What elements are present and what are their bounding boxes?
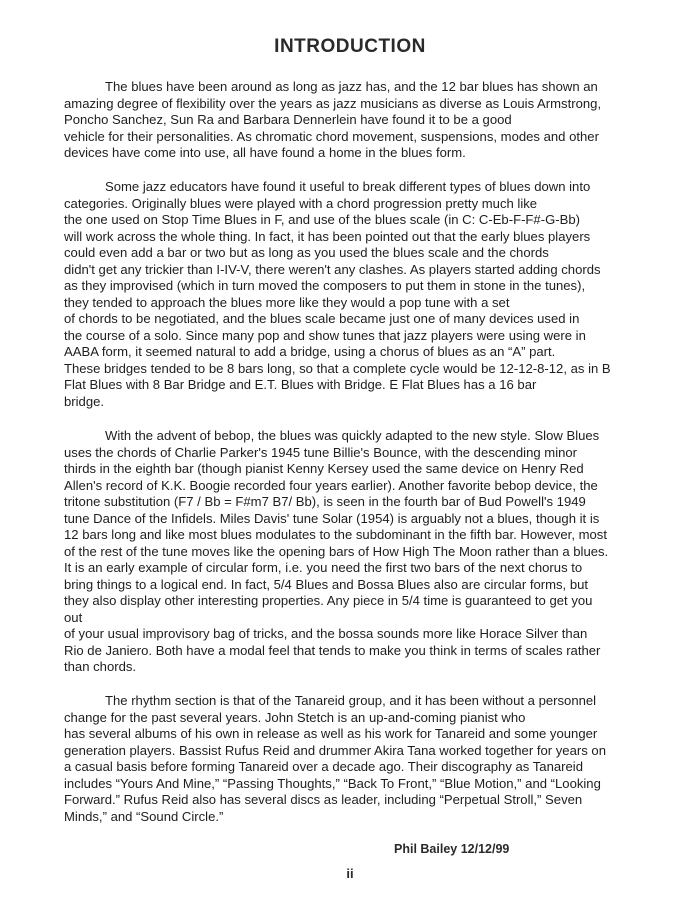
paragraph-line: they tended to approach the blues more like they would a pop tune with a set [64, 294, 510, 310]
paragraph-line: the course of a solo. Since many pop and show tunes that jazz players were using were in [64, 327, 586, 343]
paragraph-line: Some jazz educators have found it useful to break different types of blues down into [105, 179, 591, 194]
paragraph-line: change for the past several years. John Stetch is an up-and-coming pianist who [64, 709, 526, 725]
paragraph-line: 12 bars long and like most blues modulates to the subdominant in the fifth bar. However, most [64, 527, 607, 542]
paragraph-line: a casual basis before forming Tanareid over a decade ago. Their discography as Tanareid [64, 759, 583, 774]
paragraph-line: didn't get any trickier than I-IV-V, there weren't any clashes. As players started adding chords [64, 261, 601, 277]
paragraph-line: could even add a bar or two but as long as you used the blues scale and the chords [64, 245, 549, 260]
paragraph-line: tritone substitution (F7 / Bb = F#m7 B7/ Bb), is seen in the fourth bar of Bud Powell's 1949 [64, 494, 586, 509]
paragraph-line: uses the chords of Charlie Parker's 1945 tune Billie's Bounce, with the descending minor [64, 444, 578, 460]
paragraph-line: The rhythm section is that of the Tanareid group, and it has been without a personnel [105, 693, 597, 708]
paragraph-line: The blues have been around as long as jazz has, and the 12 bar blues has shown an [105, 79, 598, 94]
paragraph-line: amazing degree of flexibility over the years as jazz musicians as diverse as Louis Armstrong, [64, 95, 602, 111]
paragraph-line: devices have come into use, all have found a home in the blues form. [64, 145, 466, 160]
paragraph-line: Minds,” and “Sound Circle.” [64, 808, 224, 824]
page-number: ii [346, 866, 354, 881]
paragraph-line: bring things to a logical end. In fact, 5/4 Blues and Bossa Blues also are circular forms, but [64, 576, 589, 592]
paragraph-blues-history [64, 79, 654, 162]
author-signature: Phil Bailey 12/12/99 [394, 842, 510, 856]
paragraph-line: than chords. [64, 659, 137, 674]
paragraph-blues-categories [64, 179, 654, 410]
paragraph-line: of your usual improvisory bag of tricks, and the bossa sounds more like Horace Silver than [64, 626, 588, 641]
paragraph-rhythm-section [64, 693, 654, 825]
paragraph-line: vehicle for their personalities. As chromatic chord movement, suspensions, modes and other [64, 128, 599, 144]
paragraph-line: Allen's record of K.K. Boogie recorded four years earlier). Another favorite bebop device, the [64, 477, 598, 493]
paragraph-line: generation players. Bassist Rufus Reid and drummer Akira Tana worked together for years on [64, 742, 606, 758]
paragraph-line: as they improvised (which in turn moved the composers to put them in stone in the tunes), [64, 278, 586, 293]
page-title: INTRODUCTION [274, 36, 426, 57]
paragraph-line: bridge. [64, 393, 105, 409]
paragraph-line: the one used on Stop Time Blues in F, and use of the blues scale (in C: C-Eb-F-F#-G-Bb) [64, 212, 580, 227]
paragraph-line: With the advent of bebop, the blues was quickly adapted to the new style. Slow Blues [105, 428, 600, 443]
paragraph-line: Flat Blues with 8 Bar Bridge and E.T. Blues with Bridge. E Flat Blues has a 16 bar [64, 377, 537, 392]
paragraph-line: of the rest of the tune moves like the opening bars of How High The Moon rather than a blues. [64, 543, 609, 559]
paragraph-line: These bridges tended to be 8 bars long, so that a complete cycle would be 12-12-8-12, as in B [64, 360, 611, 376]
paragraph-line: will work across the whole thing. In fact, it has been pointed out that the early blues players [64, 228, 591, 244]
paragraph-line: Poncho Sanchez, Sun Ra and Barbara Dennerlein have found it to be a good [64, 112, 512, 127]
paragraph-line: tune Dance of the Infidels. Miles Davis' tune Solar (1954) is arguably not a blues, though it is [64, 510, 600, 526]
paragraph-line: categories. Originally blues were played with a chord progression pretty much like [64, 195, 538, 211]
paragraph-line: includes “Yours And Mine,” “Passing Thoughts,” “Back To Front,” “Blue Motion,” and “Looking [64, 775, 601, 791]
paragraph-line: they also display other interesting properties. Any piece in 5/4 time is guaranteed to get you [64, 593, 593, 608]
paragraph-line: It is an early example of circular form, i.e. you need the first two bars of the next chorus to [64, 560, 583, 575]
paragraph-line: AABA form, it seemed natural to add a bridge, using a chorus of blues as an “A” part. [64, 344, 556, 359]
paragraph-line: of chords to be negotiated, and the blues scale became just one of many devices used in [64, 311, 580, 326]
paragraph-bebop-blues [64, 428, 654, 676]
paragraph-line: thirds in the eighth bar (though pianist Kenny Kersey used the same device on Henry Red [64, 461, 584, 476]
paragraph-line: out [64, 609, 83, 625]
paragraph-line: Forward.” Rufus Reid also has several discs as leader, including “Perpetual Stroll,” Seven [64, 792, 583, 807]
paragraph-line: Rio de Janiero. Both have a modal feel that tends to make you think in terms of scales rather [64, 642, 601, 658]
paragraph-line: has several albums of his own in release as well as his work for Tanareid and some younger [64, 726, 598, 741]
